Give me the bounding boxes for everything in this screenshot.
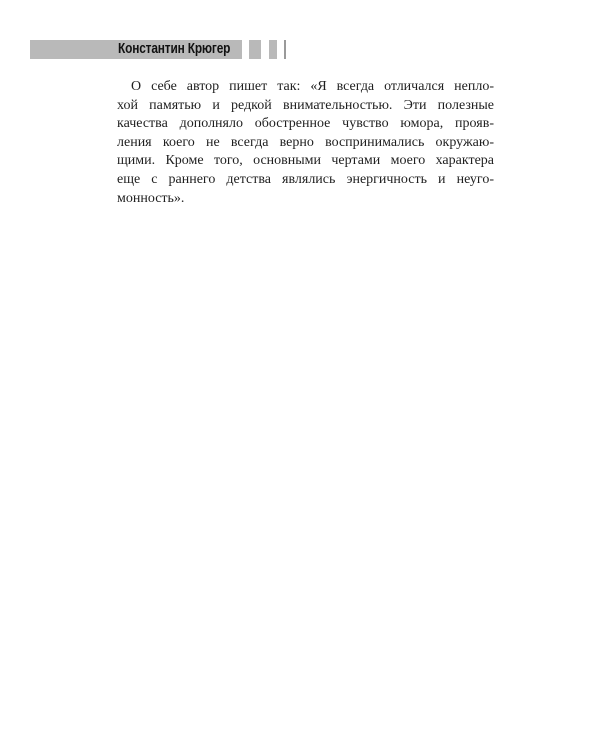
header-decorative-bar-1 xyxy=(249,40,261,59)
paragraph-line: хой памятью и редкой внимательностью. Эти полезные xyxy=(117,97,494,113)
paragraph-line: ления коего не всегда верно воспринимались окружаю- xyxy=(117,134,494,150)
header-decorative-bar-2 xyxy=(269,40,277,59)
header-decorative-bar-3 xyxy=(284,40,286,59)
running-header-author: Константин Крюгер xyxy=(118,41,231,57)
paragraph-line: качества дополняло обостренное чувство юмора, прояв- xyxy=(117,116,494,132)
body-paragraph xyxy=(117,78,494,208)
paragraph-line: еще с раннего детства являлись энергичность и неуго- xyxy=(117,171,494,187)
paragraph-line: монность». xyxy=(117,190,185,206)
paragraph-line: О себе автор пишет так: «Я всегда отличался непло- xyxy=(131,79,494,94)
paragraph-line: щими. Кроме того, основными чертами моего характера xyxy=(117,153,494,169)
